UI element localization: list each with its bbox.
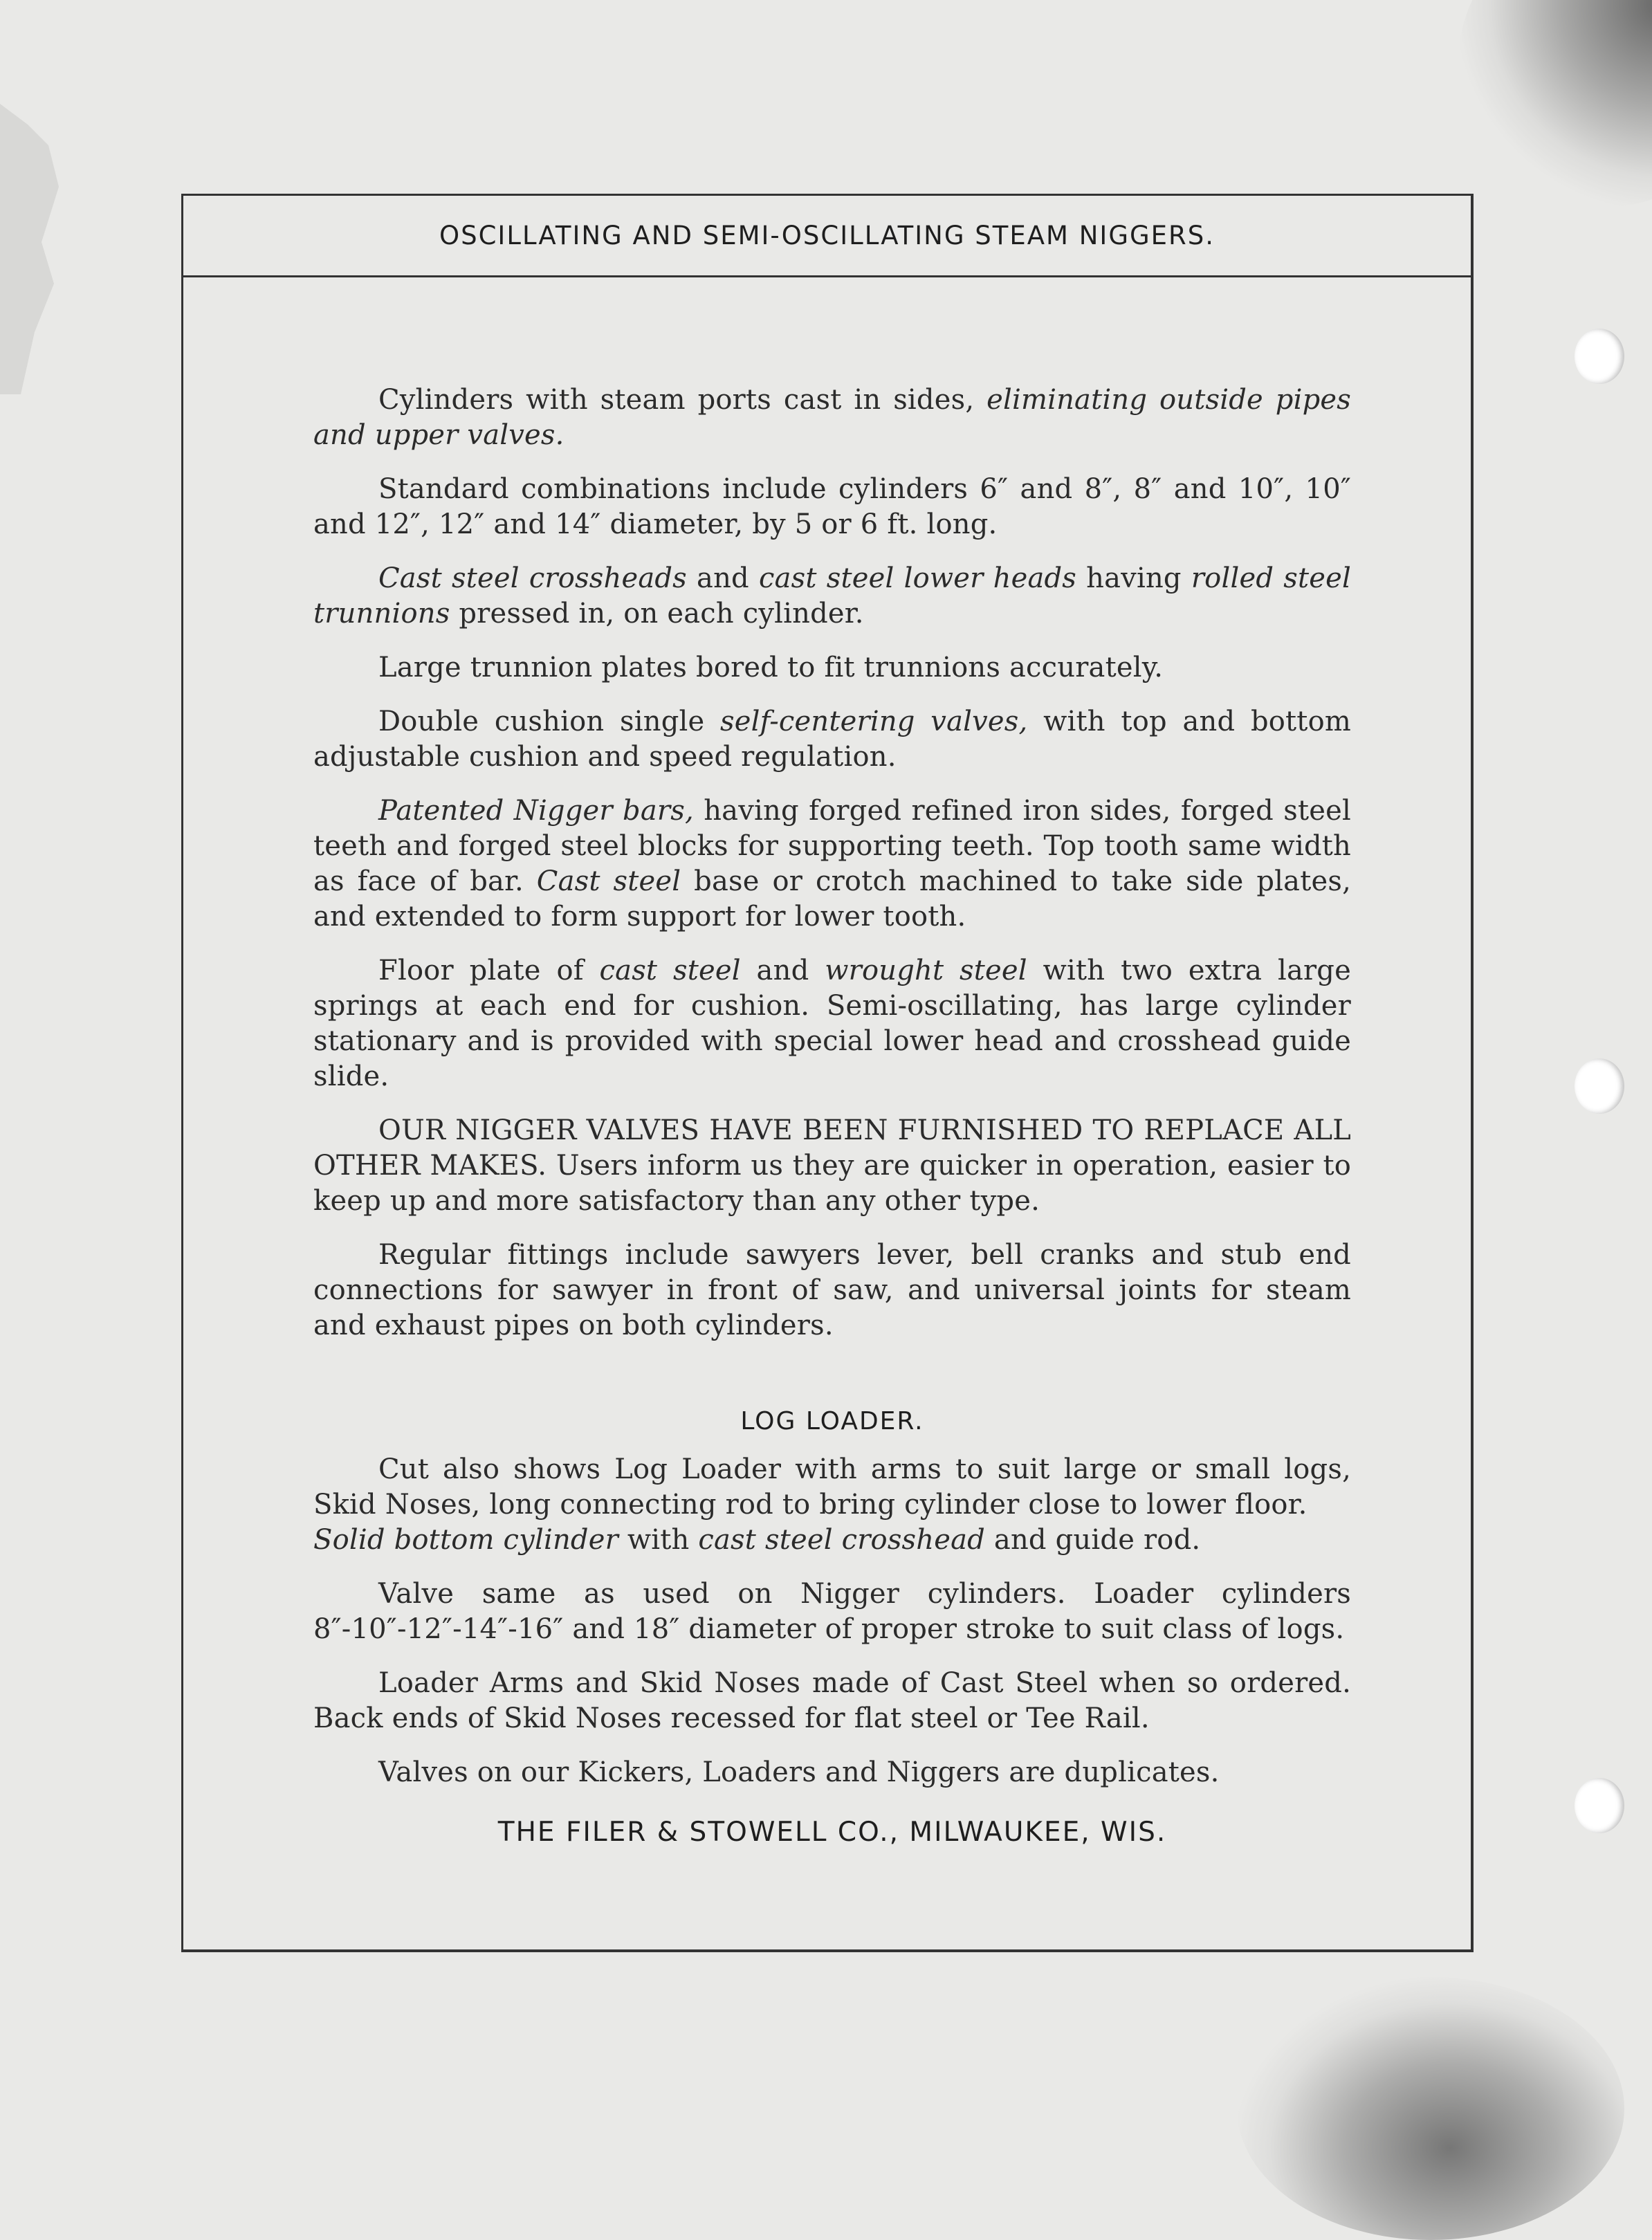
paragraph-loader-valve: Valve same as used on Nigger cylinders. Loader cylinders 8″-10″-12″-14″-16″ and 18″ diameter of proper stroke to suit class of logs. [313,1578,1351,1645]
body-text [313,383,1351,1848]
water-stain-bottom-right [1237,1977,1624,2240]
company-footer: THE FILER & STOWELL CO., MILWAUKEE, WIS. [497,1817,1167,1848]
paragraph-furnished: OUR NIGGER VALVES HAVE BEEN FURNISHED TO REPLACE ALL OTHER MAKES. Users inform us they are quicker in operation, easier to keep up and more satisfactory than any other type. [313,1114,1351,1217]
paragraph-duplicates: Valves on our Kickers, Loaders and Niggers are duplicates. [378,1756,1220,1788]
page-title: OSCILLATING AND SEMI-OSCILLATING STEAM NIGGERS. [183,196,1471,277]
page-frame [181,194,1474,1952]
log-loader-heading: LOG LOADER. [740,1407,924,1435]
binder-hole-top [1575,329,1624,384]
paragraph-combinations: Standard combinations include cylinders 6″ and 8″, 8″ and 10″, 10″ and 12″, 12″ and 14″ diameter, by 5 or 6 ft. long. [313,473,1351,540]
paragraph-loader-cylinder: Solid bottom cylinder with cast steel crosshead and guide rod. [313,1524,1201,1556]
paragraph-loader-arms: Loader Arms and Skid Noses made of Cast Steel when so ordered. Back ends of Skid Noses recessed for flat steel or Tee Rail. [313,1667,1351,1734]
paragraph-ports: Cylinders with steam ports cast in sides, eliminating outside pipes and upper valves. [313,384,1351,451]
torn-edge [0,104,66,394]
paragraph-crossheads: Cast steel crossheads and cast steel lower heads having rolled steel trunnions pressed in, on each cylinder. [313,562,1351,630]
paragraph-loader-cut: Cut also shows Log Loader with arms to suit large or small logs, Skid Noses, long connecting rod to bring cylinder close to lower floor. [313,1453,1351,1521]
binder-hole-middle [1575,1058,1624,1114]
paragraph-floor-plate: Floor plate of cast steel and wrought steel with two extra large springs at each end for cushion. Semi-oscillating, has large cylinder stationary and is provided with special lower head and crosshead guide slide. [313,955,1351,1092]
paragraph-nigger-bars: Patented Nigger bars, having forged refined iron sides, forged steel teeth and forged steel blocks for supporting teeth. Top tooth same width as face of bar. Cast steel base or crotch machined to take side plates, and extended to form support for lower tooth. [313,795,1351,933]
binder-hole-bottom [1575,1778,1624,1833]
paragraph-valves: Double cushion single self-centering valves, with top and bottom adjustable cushion and speed regulation. [313,706,1351,773]
paragraph-trunnion-plates: Large trunnion plates bored to fit trunnions accurately. [378,652,1164,683]
water-stain-top-right [1458,0,1652,208]
paragraph-fittings: Regular fittings include sawyers lever, bell cranks and stub end connections for sawyer in front of saw, and universal joints for steam and exhaust pipes on both cylinders. [313,1239,1351,1341]
